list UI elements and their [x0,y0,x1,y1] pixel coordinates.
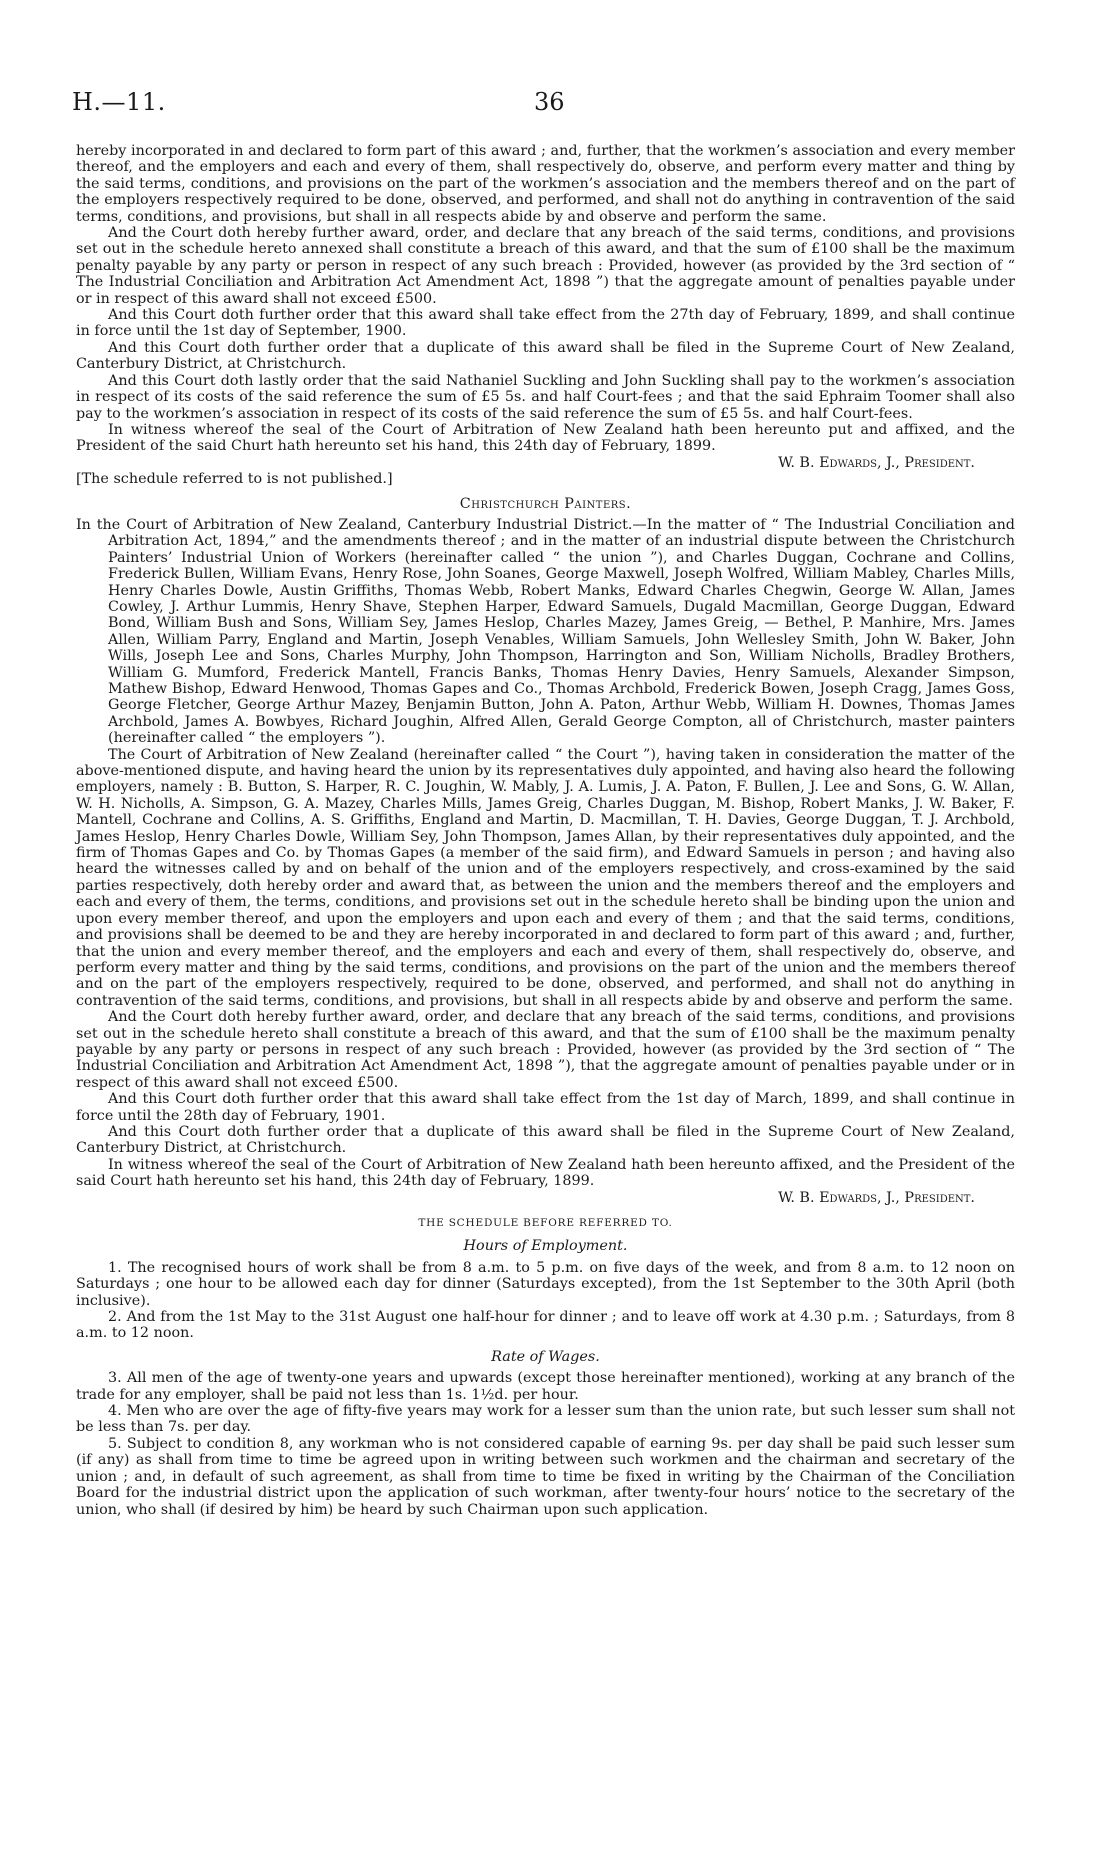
signature-text: W. B. Edwards, J., President. [778,454,975,471]
painters-paragraph: The Court of Arbitration of New Zealand (hereinafter called “ the Court ”), having taken in consideration the matter of the above-mentioned dispute, and having heard the union by its representatives duly appointed, and having also heard the following employers, namely : B. Button, S. Harper, R. C. Joughin, W. Mably, J. A. Lumis, J. A. Paton, F. Bullen, J. Lee and Sons, G. W. Allan, W. H. Nicholls, A. Simpson, G. A. Mazey, Charles Mills, James Greig, Charles Duggan, M. Bishop, Robert Manks, J. W. Baker, F. Mantell, Cochrane and Collins, A. S. Griffiths, England and Martin, D. Macmillan, T. H. Davies, George Duggan, T. J. Archbold, James Heslop, Henry Charles Dowle, William Sey, John Thompson, James Allan, by their representatives duly appointed, and the firm of Thomas Gapes and Co. by Thomas Gapes (a member of the said firm), and Edward Samuels in person ; and having also heard the witnesses called by and on behalf of the union and of the employers respectively, and cross-examined by the said parties respectively, doth hereby order and award that, as between the union and the members thereof and the employers and each and every of them, the terms, conditions, and provisions set out in the schedule hereto shall be binding upon the union and upon every member thereof, and upon the employers and upon each and every of them ; and that the said terms, conditions, and provisions shall be deemed to be and they are hereby incorporated in and declared to form part of this award ; and, further, that the union and every member thereof, and the employers and each and every of them, shall respectively do, observe, and perform every matter and thing by the said terms, conditions, and provisions on the part of the union and the members thereof and on the part of the employers respectively, required to be done, observed, and performed, and shall not do anything in contravention of the said terms, conditions, and provisions, but shall in all respects abide by and observe and perform the same. [76,746,1015,1009]
schedule-note: [The schedule referred to is not published.] [76,471,393,488]
prior-award-paragraph: And this Court doth further order that a duplicate of this award shall be filed in the Supreme Court of New Zealand, Canterbury District, at Christchurch. [76,339,1015,373]
page-number: 36 [534,88,565,116]
page-body [76,143,1015,1518]
wages-heading: Rate of Wages. [491,1348,600,1365]
painters-intro: In the Court of Arbitration of New Zealand, Canterbury Industrial District.—In the matter of “ The Industrial Conciliation and Arbitration Act, 1894,” and the amendments thereof ; and in the matter of an industrial dispute between the Christchurch Painters’ Industrial Union of Workers (hereinafter called “ the union ”), and Charles Duggan, Cochrane and Collins, Frederick Bullen, William Evans, Henry Rose, John Soanes, George Maxwell, Joseph Wolfred, William Mabley, Charles Mills, Henry Charles Dowle, Austin Griffiths, Thomas Webb, Robert Manks, Edward Charles Chegwin, George W. Allan, James Cowley, J. Arthur Lummis, Henry Shave, Stephen Harper, Edward Samuels, Dugald Macmillan, George Duggan, Edward Bond, William Bush and Sons, William Sey, James Heslop, Charles Mazey, James Greig, — Bethel, P. Manhire, Mrs. James Allen, William Parry, England and Martin, Joseph Venables, William Samuels, John Wellesley Smith, John W. Baker, John Wills, Joseph Lee and Sons, Charles Murphy, John Thompson, Harrington and Son, William Nicholls, Bradley Brothers, William G. Mumford, Frederick Mantell, Francis Banks, Thomas Henry Davies, Henry Samuels, Alexander Simpson, Mathew Bishop, Edward Henwood, Thomas Gapes and Co., Thomas Archbold, Frederick Bowen, Joseph Cragg, James Goss, George Fletcher, George Arthur Mazey, Benjamin Button, John A. Paton, Arthur Webb, William H. Downes, Thomas James Archbold, James A. Bowbyes, Richard Joughin, Alfred Allen, Gerald George Compton, all of Christchurch, master painters (hereinafter called “ the employers ”). [76,516,1015,747]
painters-paragraph: And this Court doth further order that a duplicate of this award shall be filed in the Supreme Court of New Zealand, Canterbury District, at Christchurch. [76,1123,1015,1157]
schedule-clause: 2. And from the 1st May to the 31st August one half-hour for dinner ; and to leave off work at 4.30 p.m. ; Saturdays, from 8 a.m. to 12 noon. [76,1309,1015,1342]
schedule-clause: 4. Men who are over the age of fifty-five years may work for a lesser sum than the union rate, but such lesser sum shall not be less than 7s. per day. [76,1403,1015,1436]
painters-signature [76,1190,1015,1206]
section-title: Christchurch Painters. [459,495,632,512]
hours-heading: Hours of Employment. [463,1238,628,1255]
prior-award-signature [76,455,1015,471]
prior-award-paragraph: And the Court doth hereby further award, order, and declare that any breach of the said terms, conditions, and provisions set out in the schedule hereto annexed shall constitute a breach of this award, and that the sum of £100 shall be the maximum penalty payable by any party or person in respect of any such breach : Provided, however (as provided by the 3rd section of “ The Industrial Conciliation and Arbitration Act Amendment Act, 1898 ”) that the aggregate amount of penalties payable under or in respect of this award shall not exceed £500. [76,225,1015,307]
page-reference: H.—11. [72,88,166,116]
schedule-title: THE SCHEDULE BEFORE REFERRED TO. [418,1217,673,1229]
prior-award-paragraph: In witness whereof the seal of the Court of Arbitration of New Zealand hath been hereunto put and affixed, and the President of the said Churt hath hereunto set his hand, this 24th day of February, 1899. [76,421,1015,455]
schedule-clause: 5. Subject to condition 8, any workman who is not considered capable of earning 9s. per day shall be paid such lesser sum (if any) as shall from time to time be agreed upon in writing between such workmen and the chairman and secretary of the union ; and, in default of such agreement, as shall from time to time be fixed in writing by the Chairman of the Conciliation Board for the industrial district upon the application of such workman, after twenty-four hours’ notice to the secretary of the union, who shall (if desired by him) be heard by such Chairman upon such application. [76,1435,1015,1518]
prior-award-paragraph: And this Court doth further order that this award shall take effect from the 27th day of February, 1899, and shall continue in force until the 1st day of September, 1900. [76,307,1015,340]
prior-award-paragraph: hereby incorporated in and declared to form part of this award ; and, further, that the workmen’s association and every member thereof, and the employers and each and every of them, shall respectively do, observe, and perform every matter and thing by the said terms, conditions, and provisions on the part of the workmen’s association and the members thereof and on the part of the employers respectively required to be done, observed, and performed, and shall not do anything in contravention of the said terms, conditions, and provisions, but shall in all respects abide by and observe and perform the same. [76,143,1015,225]
painters-paragraph: And this Court doth further order that this award shall take effect from the 1st day of March, 1899, and shall continue in force until the 28th day of February, 1901. [76,1091,1015,1124]
schedule-clause: 1. The recognised hours of work shall be from 8 a.m. to 5 p.m. on five days of the week, and from 8 a.m. to 12 noon on Saturdays ; one hour to be allowed each day for dinner (Saturdays excepted), from the 1st September to the 30th April (both inclusive). [76,1259,1015,1309]
schedule-clause: 3. All men of the age of twenty-one years and upwards (except those hereinafter mentioned), working at any branch of the trade for any employer, shall be paid not less than 1s. 1½d. per hour. [76,1370,1015,1403]
prior-award-paragraph: And this Court doth lastly order that the said Nathaniel Suckling and John Suckling shall pay to the workmen’s association in respect of its costs of the said reference the sum of £5 5s. and half Court-fees ; and that the said Ephraim Toomer shall also pay to the workmen’s association in respect of its costs of the said reference the sum of £5 5s. and half Court-fees. [76,372,1015,422]
painters-paragraph: In witness whereof the seal of the Court of Arbitration of New Zealand hath been hereunto affixed, and the President of the said Court hath hereunto set his hand, this 24th day of February, 1899. [76,1156,1015,1190]
painters-paragraph: And the Court doth hereby further award, order, and declare that any breach of the said terms, conditions, and provisions set out in the schedule hereto shall constitute a breach of this award, and that the sum of £100 shall be the maximum penalty payable by any party or persons in respect of any such breach : Provided, however (as provided by the 3rd section of “ The Industrial Conciliation and Arbitration Act Amendment Act, 1898 ”), that the aggregate amount of penalties payable under or in respect of this award shall not exceed £500. [76,1009,1015,1091]
signature-text: W. B. Edwards, J., President. [778,1189,975,1206]
